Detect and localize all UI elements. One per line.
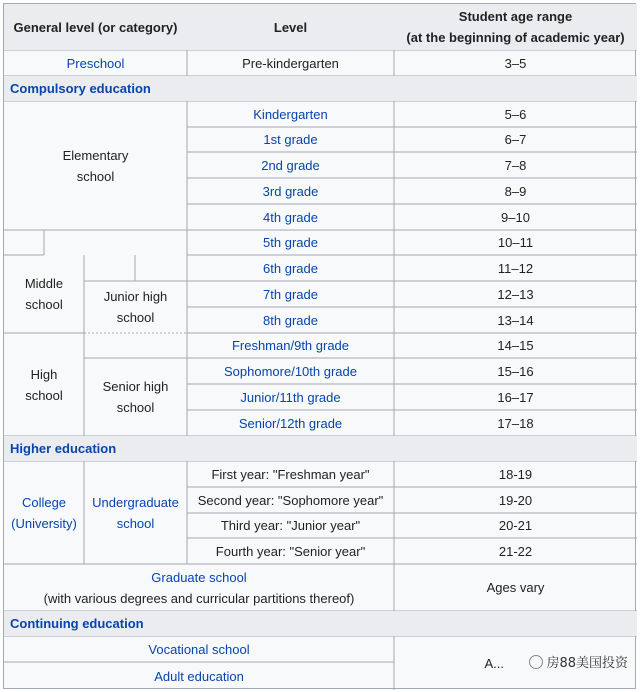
- continuing-ages: A...: [484, 655, 504, 671]
- grade-ages: 6–7: [504, 132, 527, 147]
- group-college-line2: (University): [11, 515, 77, 531]
- group-middle-line2: school: [25, 297, 63, 312]
- college-year-level: First year: "Freshman year": [211, 466, 370, 482]
- graduate-school-link[interactable]: Graduate school: [151, 569, 247, 585]
- graduate-school: [4, 564, 394, 611]
- section-continuing-link[interactable]: Continuing education: [4, 611, 637, 636]
- grade-level-link[interactable]: 3rd grade: [262, 183, 319, 199]
- grade-level-link[interactable]: 2nd grade: [261, 157, 320, 173]
- section-compulsory-link[interactable]: Compulsory education: [4, 76, 637, 101]
- group-senior-high-line2: school: [116, 400, 155, 415]
- grade-ages: 15–16: [497, 363, 534, 379]
- college-year-ages: 18-19: [498, 466, 533, 482]
- adult-education-link[interactable]: Adult education: [154, 668, 244, 684]
- group-college-link[interactable]: [4, 461, 84, 564]
- watermark-text: 房88美国投资: [546, 656, 628, 671]
- grade-ages: 17–18: [497, 415, 534, 431]
- grade-ages: 16–17: [497, 389, 534, 405]
- watermark: [529, 652, 628, 671]
- grade-ages: 14–15: [497, 338, 534, 353]
- group-elementary-line1: Elementary: [62, 147, 129, 163]
- vocational-school-link[interactable]: Vocational school: [148, 641, 250, 657]
- grade-level-link[interactable]: 4th grade: [263, 209, 318, 225]
- graduate-ages: Ages vary: [486, 580, 545, 595]
- college-year-level: Second year: "Sophomore year": [197, 492, 384, 508]
- group-high-line1: High: [30, 366, 58, 382]
- group-undergraduate-line1: Undergraduate: [92, 494, 179, 510]
- group-senior-high: [84, 358, 187, 436]
- group-elementary-line2: school: [76, 168, 115, 184]
- header-age-range-line2: (at the beginning of academic year): [406, 30, 625, 45]
- graduate-school-note: (with various degrees and curricular partitions thereof): [43, 590, 355, 606]
- college-year-ages: 21-22: [498, 543, 533, 559]
- grade-level-link[interactable]: Sophomore/10th grade: [224, 363, 357, 379]
- section-higher-link[interactable]: Higher education: [4, 436, 637, 461]
- group-elementary: [4, 101, 187, 230]
- education-table: [3, 3, 636, 689]
- college-year-ages: 19-20: [498, 492, 533, 508]
- group-high-line2: school: [25, 387, 63, 403]
- wechat-icon: [529, 655, 543, 669]
- grade-level-link[interactable]: 8th grade: [263, 312, 318, 328]
- group-middle: [4, 255, 84, 333]
- group-junior-high-line1: Junior high: [103, 289, 168, 304]
- header-general-level: General level (or category): [4, 4, 187, 50]
- group-undergraduate-line2: school: [116, 515, 155, 531]
- group-junior-high: [84, 281, 187, 333]
- preschool-level: Pre-kindergarten: [242, 55, 339, 71]
- group-junior-high-line2: school: [116, 310, 155, 325]
- grade-ages: 9–10: [501, 209, 530, 225]
- header-level: Level: [187, 4, 394, 50]
- grade-ages: 8–9: [504, 183, 527, 199]
- grade-level-link[interactable]: 5th grade: [263, 235, 318, 250]
- grade-level-link[interactable]: Kindergarten: [253, 106, 328, 122]
- grade-ages: 11–12: [497, 260, 534, 276]
- group-senior-high-line1: Senior high: [102, 379, 169, 394]
- group-college-line1: College: [21, 494, 67, 510]
- college-year-ages: 20-21: [498, 518, 533, 533]
- grade-level-link[interactable]: Freshman/9th grade: [231, 338, 350, 353]
- group-high: [4, 333, 84, 436]
- grade-ages: 12–13: [497, 286, 534, 302]
- college-year-level: Fourth year: "Senior year": [215, 543, 366, 559]
- college-year-level: Third year: "Junior year": [220, 518, 361, 533]
- grade-level-link[interactable]: Senior/12th grade: [238, 415, 343, 431]
- grade-level-link[interactable]: 6th grade: [263, 260, 318, 276]
- grade-level-link[interactable]: 7th grade: [263, 286, 318, 302]
- grade-ages: 5–6: [504, 106, 527, 122]
- grade-ages: 10–11: [497, 235, 534, 250]
- preschool-ages: 3–5: [504, 55, 527, 71]
- grade-ages: 13–14: [497, 312, 534, 328]
- header-age-range: [394, 4, 637, 50]
- group-undergraduate-link[interactable]: [84, 461, 187, 564]
- grade-ages: 7–8: [504, 157, 527, 173]
- grade-level-link[interactable]: Junior/11th grade: [240, 389, 341, 405]
- group-middle-line1: Middle: [24, 276, 64, 291]
- header-age-range-line1: Student age range: [458, 9, 573, 24]
- preschool-link[interactable]: Preschool: [66, 55, 125, 71]
- grade-level-link[interactable]: 1st grade: [263, 132, 318, 147]
